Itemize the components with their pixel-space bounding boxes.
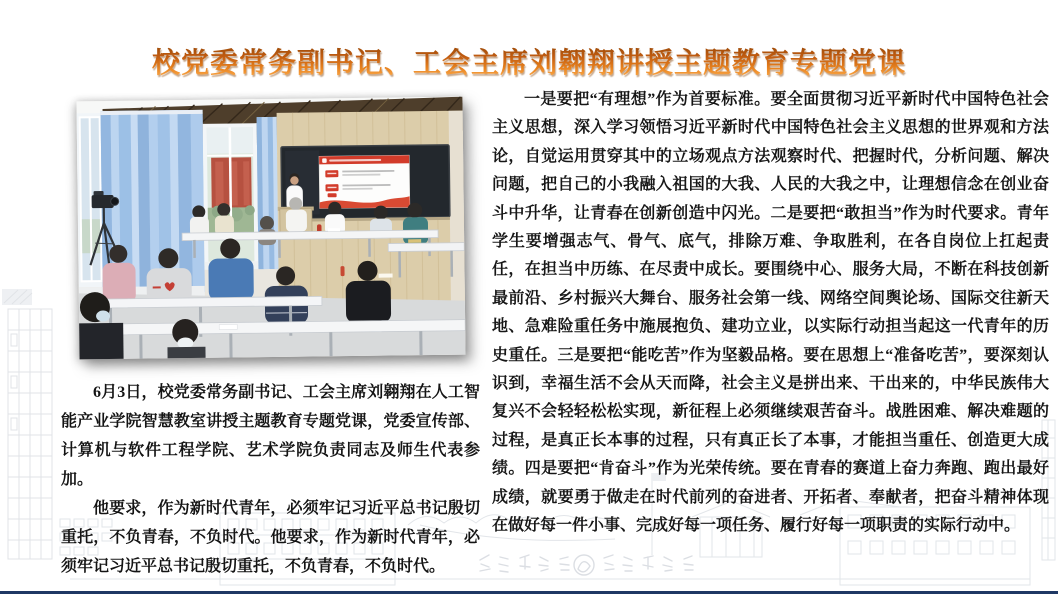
article-right-column bbox=[492, 86, 1049, 541]
article-left-column bbox=[61, 378, 480, 581]
page-title: 校党委常务副书记、工会主席刘翱翔讲授主题教育专题党课 bbox=[0, 41, 1058, 81]
paragraph-event-summary: 6月3日，校党委常务副书记、工会主席刘翱翔在人工智能产业学院智慧教室讲授主题教育专题党课，党委宣传部、计算机与软件工程学院、艺术学院负责同志及师生代表参加。 bbox=[61, 384, 480, 488]
paragraph-requirements: 他要求，作为新时代青年，必须牢记习近平总书记殷切重托，不负青春，不负时代。他要求，作为新时代青年，必须牢记习近平总书记殷切重托，不负青春，不负时代。 bbox=[61, 500, 480, 575]
photo-presentation-slide bbox=[319, 155, 410, 208]
classroom-photo bbox=[76, 97, 465, 360]
watermark-calligraphy-logo bbox=[476, 548, 706, 584]
paragraph-four-standards: 一是要把“有理想”作为首要标准。要全面贯彻习近平新时代中国特色社会主义思想，深入学习领悟习近平新时代中国特色社会主义思想的世界观和方法论，自觉运用贯穿其中的立场观点方法观察时代、把握时代，分析问题、解决问题，把自己的小我融入祖国的大我、人民的大我之中，让理想信念在创业奋斗中升华，让青春在创新创造中闪光。二是要把“敢担当”作为时代要求。青年学生要增强志气、骨气、底气，排除万难、争取胜利，在各自岗位上扛起责任，在担当中历练、在尽责中成长。要围绕中心、服务大局，不断在科技创新最前沿、乡村振兴大舞台、服务社会第一线、网络空间舆论场、国际交往新天地、急难险重任务中施展抱负、建功立业，以实际行动担当起这一代青年的历史重任。三是要把“能吃苦”作为坚毅品格。要在思想上“准备吃苦”，要深刻认识到，幸福生活不会从天而降，社会主义是拼出来、干出来的，中华民族伟大复兴不会轻轻松松实现，新征程上必须继续艰苦奋斗。战胜困难、解决难题的过程，是真正长本事的过程，只有真正长了本事，才能担当重任、创造更大成绩。四是要把“肯奋斗”作为光荣传统。要在青春的赛道上奋力奔跑、跑出最好成绩，就要勇于做走在时代前列的奋进者、开拓者、奉献者，把奋斗精神体现在做好每一件小事、完成好每一项任务、履行好每一项职责的实际行动中。 bbox=[492, 91, 1049, 535]
